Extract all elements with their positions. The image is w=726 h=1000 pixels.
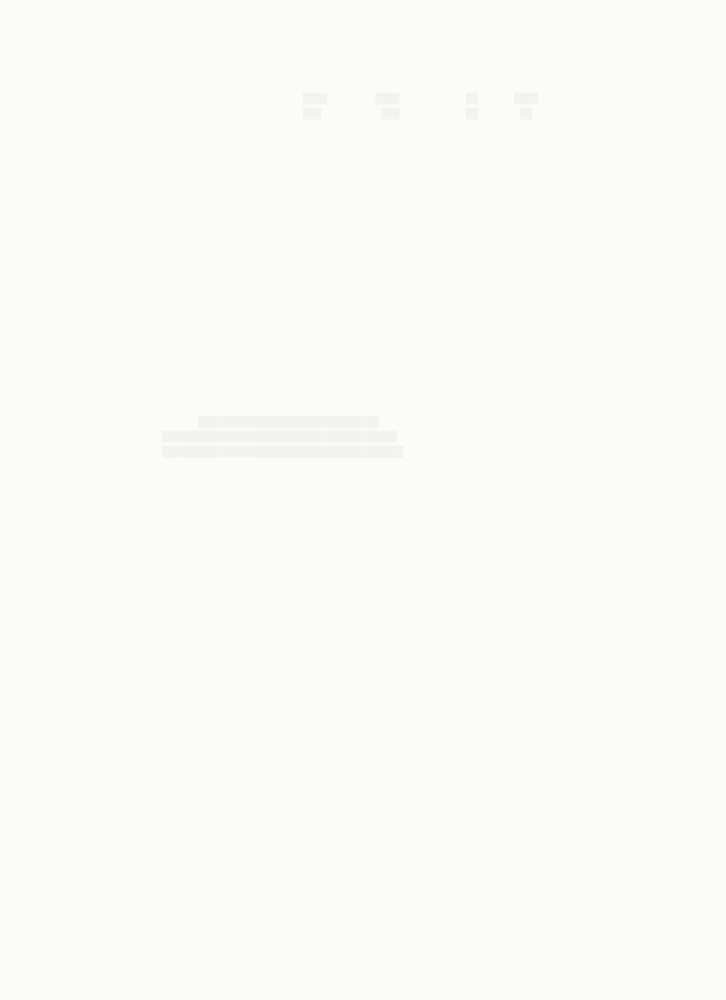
geelong-quotes-table xyxy=(104,409,294,425)
table-header-row xyxy=(104,409,294,425)
table-header-row xyxy=(364,411,544,427)
fremantle-quotes-table xyxy=(364,411,544,427)
bleed-through: ▒▒▒▒ ▒▒▒▒ ▒▒ ▒▒▒▒ ▒▒▒ ▒▒▒ ▒▒ ▒▒ xyxy=(303,94,538,120)
bleed-through: ▒▒▒▒▒▒▒▒▒▒▒▒▒▒▒▒▒▒▒▒▒▒▒▒▒▒▒▒▒▒ ▒▒▒▒▒▒▒▒▒▒▒▒▒▒▒▒▒▒▒▒▒▒▒▒▒▒▒▒▒▒▒▒▒▒▒▒▒▒▒ ▒▒▒▒▒▒▒▒▒▒▒▒▒▒▒▒▒▒▒▒▒▒▒▒▒▒▒▒▒▒▒▒▒▒▒▒▒▒▒▒ xyxy=(162,417,403,458)
